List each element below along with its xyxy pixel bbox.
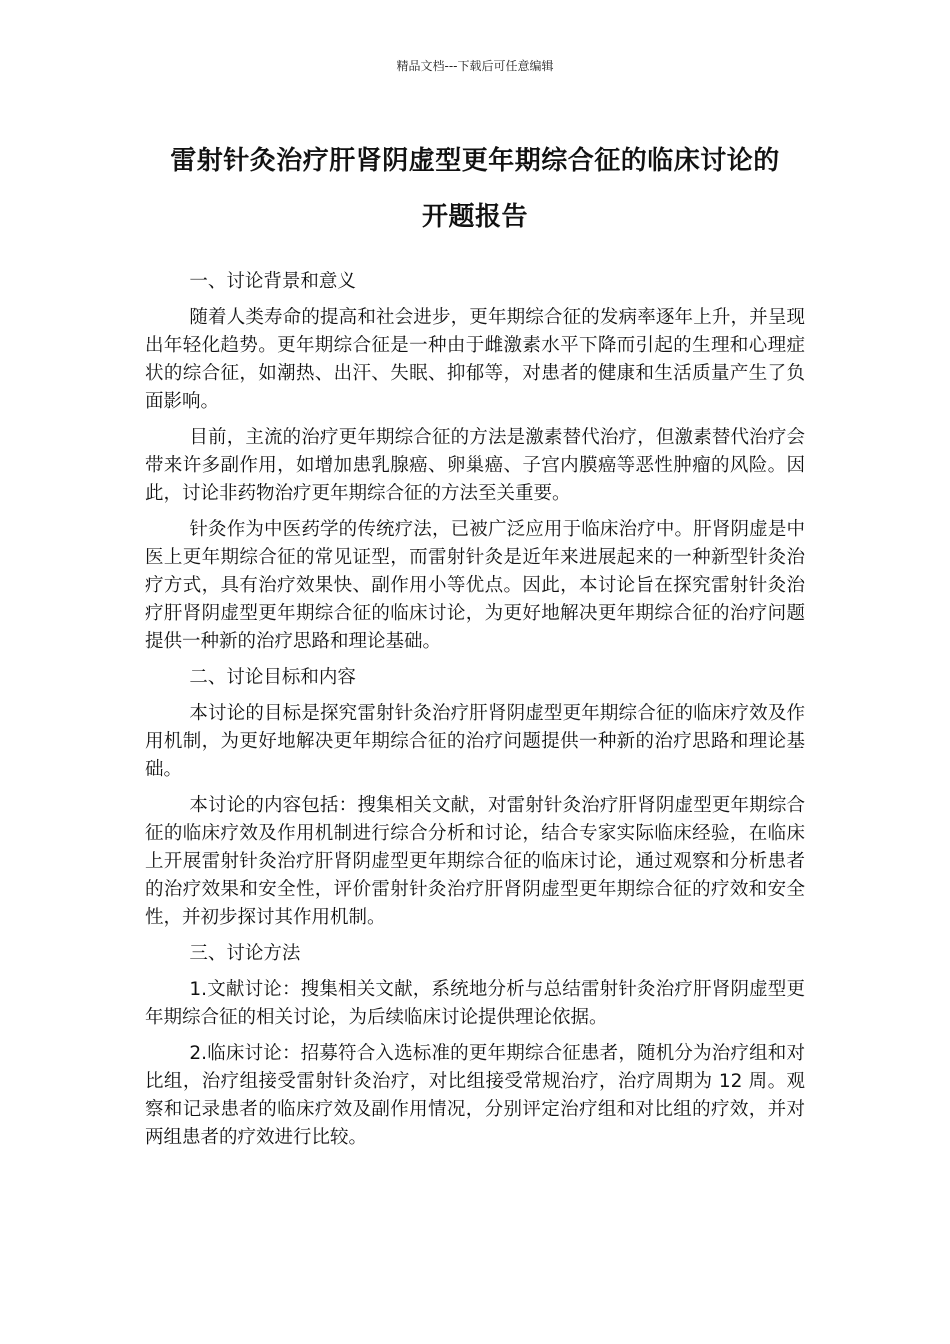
title-line-2: 开题报告 xyxy=(421,202,528,232)
paragraph: 随着人类寿命的提高和社会进步，更年期综合征的发病率逐年上升，并呈现出年轻化趋势。更年期综合征是一种由于雌激素水平下降而引起的生理和心理症状的综合征，如潮热、出汗、失眠、抑郁等，对患者的健康和生活质量产生了负面影响。 xyxy=(145,307,805,412)
section-heading-goals: 二、讨论目标和内容 xyxy=(189,667,356,688)
paragraph: 目前，主流的治疗更年期综合征的方法是激素替代治疗，但激素替代治疗会带来许多副作用，如增加患乳腺癌、卵巢癌、子宫内膜癌等恶性肿瘤的风险。因此，讨论非药物治疗更年期综合征的方法至关重要。 xyxy=(145,427,805,504)
paragraph: 本讨论的目标是探究雷射针灸治疗肝肾阴虚型更年期综合征的临床疗效及作用机制，为更好地解决更年期综合征的治疗问题提供一种新的治疗思路和理论基础。 xyxy=(145,703,805,780)
page-header: 精品文档---下载后可任意编辑 xyxy=(396,59,554,73)
paragraph: 本讨论的内容包括：搜集相关文献，对雷射针灸治疗肝肾阴虚型更年期综合征的临床疗效及作用机制进行综合分析和讨论，结合专家实际临床经验，在临床上开展雷射针灸治疗肝肾阴虚型更年期综合征的临床讨论，通过观察和分析患者的治疗效果和安全性，评价雷射针灸治疗肝肾阴虚型更年期综合征的疗效和安全性，并初步探讨其作用机制。 xyxy=(145,795,805,928)
document-title xyxy=(120,133,830,245)
section-heading-methods: 三、讨论方法 xyxy=(189,943,301,964)
paragraph: 2.临床讨论：招募符合入选标准的更年期综合征患者，随机分为治疗组和对比组，治疗组接受雷射针灸治疗，对比组接受常规治疗，治疗周期为 12 周。观察和记录患者的临床疗效及副作用情况，分别评定治疗组和对比组的疗效，并对两组患者的疗效进行比较。 xyxy=(145,1043,805,1148)
document-body xyxy=(145,268,805,1160)
paragraph: 1.文献讨论：搜集相关文献，系统地分析与总结雷射针灸治疗肝肾阴虚型更年期综合征的相关讨论，为后续临床讨论提供理论依据。 xyxy=(145,979,805,1028)
title-line-1: 雷射针灸治疗肝肾阴虚型更年期综合征的临床讨论的 xyxy=(170,146,780,176)
section-heading-background: 一、讨论背景和意义 xyxy=(189,271,356,292)
paragraph: 针灸作为中医药学的传统疗法，已被广泛应用于临床治疗中。肝肾阴虚是中医上更年期综合征的常见证型，而雷射针灸是近年来进展起来的一种新型针灸治疗方式，具有治疗效果快、副作用小等优点。因此，本讨论旨在探究雷射针灸治疗肝肾阴虚型更年期综合征的临床讨论，为更好地解决更年期综合征的治疗问题提供一种新的治疗思路和理论基础。 xyxy=(145,519,805,652)
